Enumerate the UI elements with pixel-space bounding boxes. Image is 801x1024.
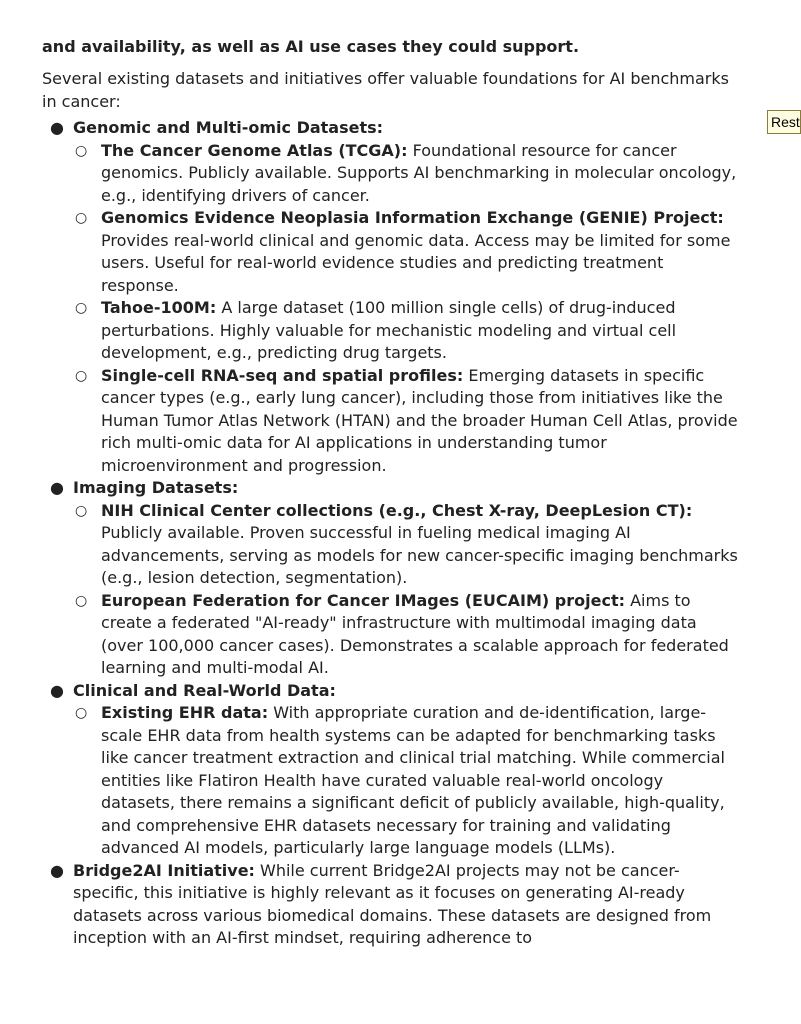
list-item xyxy=(73,365,742,478)
circle-bullet-icon: ○ xyxy=(75,210,88,226)
sublist xyxy=(73,140,742,478)
item-term: Tahoe-100M: xyxy=(101,298,217,317)
bullet-icon: ● xyxy=(50,860,64,880)
item-text: Foundational resource for cancer genomics. Publicly available. Supports AI benchmarking in molecular oncology, e.g., identifying drivers of cancer. xyxy=(101,140,737,205)
list-item xyxy=(73,207,742,297)
item-text: Aims to create a federated "AI-ready" infrastructure with multimodal imaging data (over 100,000 cancer cases). Demonstrates a scalable approach for federated learning and multi-modal AI. xyxy=(101,590,729,677)
section-title: Bridge2AI Initiative: xyxy=(73,860,255,880)
circle-bullet-icon: ○ xyxy=(75,705,88,721)
list-item xyxy=(73,590,742,680)
section-title: Clinical and Real-World Data: xyxy=(73,680,336,700)
intro-paragraph: Several existing datasets and initiatives offer valuable foundations for AI benchmarks in cancer: xyxy=(42,69,729,111)
section-title: Imaging Datasets: xyxy=(73,478,239,497)
item-text: Provides real-world clinical and genomic data. Access may be limited for some users. Useful for real-world evidence studies and predicting treatment response. xyxy=(101,230,731,295)
sublist xyxy=(73,500,742,680)
list-item xyxy=(73,140,742,208)
circle-bullet-icon: ○ xyxy=(75,300,88,316)
list-item xyxy=(73,702,742,860)
item-text: Emerging datasets in specific cancer types (e.g., early lung cancer), including those from initiatives like the Human Tumor Atlas Network (HTAN) and the broader Human Cell Atlas, provide rich multi-omic data for AI applications in understanding tumor microenvironment and progression. xyxy=(101,365,738,475)
document-body xyxy=(42,36,742,950)
item-term: European Federation for Cancer IMages (EUCAIM) project: xyxy=(101,590,626,610)
dataset-list xyxy=(42,117,742,950)
bullet-icon: ● xyxy=(50,680,64,700)
lead-sentence: and availability, as well as AI use cases they could support. xyxy=(42,37,580,56)
list-item-genomic xyxy=(42,117,742,477)
rest-tab[interactable]: Rest xyxy=(767,110,801,134)
sublist xyxy=(73,702,742,860)
circle-bullet-icon: ○ xyxy=(75,502,88,519)
list-item xyxy=(73,297,742,365)
list-item xyxy=(73,500,742,590)
item-text: A large dataset (100 million single cells) of drug-induced perturbations. Highly valuable for mechanistic modeling and virtual cell development, e.g., predicting drug targets. xyxy=(101,298,677,362)
section-title: Genomic and Multi-omic Datasets: xyxy=(73,118,384,137)
list-item-bridge2ai xyxy=(42,860,742,950)
item-term: Single-cell RNA-seq and spatial profiles: xyxy=(101,365,464,385)
list-item-imaging xyxy=(42,477,742,680)
item-term: NIH Clinical Center collections (e.g., Chest X-ray, DeepLesion CT): xyxy=(101,500,693,520)
item-term: Existing EHR data: xyxy=(101,703,269,722)
circle-bullet-icon: ○ xyxy=(75,367,88,384)
item-term: Genomics Evidence Neoplasia Information Exchange (GENIE) Project: xyxy=(101,208,724,227)
section-text: While current Bridge2AI projects may not be cancer-specific, this initiative is highly relevant as it focuses on generating AI-ready datasets across various biomedical domains. These datasets are designed from inception with an AI-first mindset, requiring adherence to xyxy=(73,860,712,947)
circle-bullet-icon: ○ xyxy=(75,592,88,609)
item-text: With appropriate curation and de-identification, large-scale EHR data from health systems can be adapted for benchmarking tasks like cancer treatment extraction and clinical trial matching. While commercial entities like Flatiron Health have curated valuable real-world oncology datasets, there remains a significant deficit of publicly available, high-quality, and comprehensive EHR datasets necessary for training and validating advanced AI models, particularly large language models (LLMs). xyxy=(101,703,725,857)
bullet-icon: ● xyxy=(50,118,64,137)
item-term: The Cancer Genome Atlas (TCGA): xyxy=(101,140,408,160)
item-text: Publicly available. Proven successful in fueling medical imaging AI advancements, serving as models for new cancer-specific imaging benchmarks (e.g., lesion detection, segmentation). xyxy=(101,523,738,587)
list-item-clinical xyxy=(42,680,742,860)
bullet-icon: ● xyxy=(50,478,64,497)
circle-bullet-icon: ○ xyxy=(75,142,88,159)
